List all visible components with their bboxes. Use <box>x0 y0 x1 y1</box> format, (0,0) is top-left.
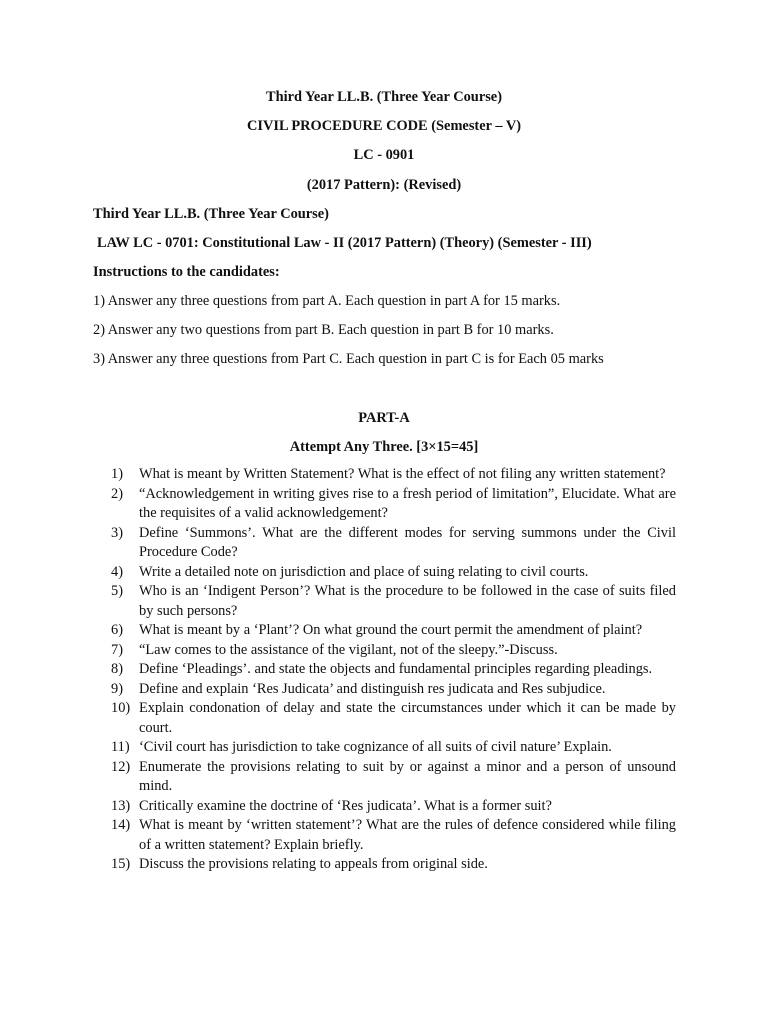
question-text: Define and explain ‘Res Judicata’ and distinguish res judicata and Res subjudice. <box>139 680 606 697</box>
question-item <box>100 621 676 641</box>
question-number: 11) <box>111 739 130 755</box>
header-pattern: (2017 Pattern): (Revised) <box>306 177 462 193</box>
question-item <box>100 855 676 875</box>
question-number: 8) <box>111 661 123 677</box>
question-list <box>100 465 676 875</box>
header-course-title: Third Year LL.B. (Three Year Course) <box>266 89 502 105</box>
course-line: Third Year LL.B. (Three Year Course) <box>93 206 329 222</box>
instructions-heading: Instructions to the candidates: <box>93 264 280 280</box>
question-text: ‘Civil court has jurisdiction to take cognizance of all suits of civil nature’ Explain. <box>139 739 612 755</box>
question-text: Define ‘Summons’. What are the different modes for serving summons under the Civil Procedure Code? <box>139 524 676 560</box>
part-a-title: PART-A <box>358 410 410 426</box>
question-number: 1) <box>111 466 123 482</box>
question-text: What is meant by Written Statement? What is the effect of not filing any written statement? <box>139 466 666 482</box>
question-number: 15) <box>111 856 131 872</box>
question-item <box>100 485 676 524</box>
question-text: What is meant by a ‘Plant’? On what ground the court permit the amendment of plaint? <box>139 622 643 638</box>
question-number: 6) <box>111 622 123 638</box>
question-item <box>100 563 676 583</box>
paper-title: LAW LC - 0701: Constitutional Law - II (2017 Pattern) (Theory) (Semester - III) <box>97 235 592 251</box>
question-item <box>100 797 676 817</box>
question-text: Who is an ‘Indigent Person’? What is the procedure to be followed in the case of suits filed by such persons? <box>139 583 676 619</box>
question-item <box>100 524 676 563</box>
question-item <box>100 699 676 738</box>
question-item <box>100 738 676 758</box>
question-number: 10) <box>111 700 131 716</box>
question-number: 2) <box>111 485 123 502</box>
header-subject-title: CIVIL PROCEDURE CODE (Semester – V) <box>246 118 522 134</box>
question-text: What is meant by ‘written statement’? What are the rules of defence considered while filing of a written statement? Explain briefly. <box>139 817 676 853</box>
instruction-item: 3) Answer any three questions from Part C. Each question in part C is for Each 05 marks <box>93 351 604 367</box>
question-item <box>100 660 676 680</box>
question-number: 12) <box>111 758 131 775</box>
question-number: 4) <box>111 563 123 580</box>
question-text: Discuss the provisions relating to appeals from original side. <box>139 856 488 872</box>
question-text: “Acknowledgement in writing gives rise to a fresh period of limitation”, Elucidate. What are the requisites of a valid acknowledgement? <box>139 485 676 521</box>
question-item <box>100 816 676 855</box>
question-number: 14) <box>111 817 131 833</box>
question-item <box>100 465 676 485</box>
header-subject-code: LC - 0901 <box>353 147 415 163</box>
question-text: “Law comes to the assistance of the vigilant, not of the sleepy.”-Discuss. <box>139 641 558 658</box>
question-text: Critically examine the doctrine of ‘Res judicata’. What is a former suit? <box>139 797 552 814</box>
question-number: 13) <box>111 797 131 814</box>
question-item <box>100 582 676 621</box>
question-item <box>100 641 676 661</box>
instruction-item: 1) Answer any three questions from part A. Each question in part A for 15 marks. <box>93 293 561 309</box>
question-text: Define ‘Pleadings’. and state the objects and fundamental principles regarding pleadings. <box>139 661 653 677</box>
question-number: 7) <box>111 641 123 658</box>
question-text: Enumerate the provisions relating to suit by or against a minor and a person of unsound mind. <box>139 758 676 794</box>
instruction-item: 2) Answer any two questions from part B. Each question in part B for 10 marks. <box>93 322 554 338</box>
question-text: Explain condonation of delay and state the circumstances under which it can be made by court. <box>139 700 676 736</box>
question-number: 3) <box>111 524 123 541</box>
part-a-subtitle: Attempt Any Three. [3×15=45] <box>289 439 479 455</box>
question-item <box>100 680 676 700</box>
question-number: 9) <box>111 680 123 697</box>
question-text: Write a detailed note on jurisdiction and place of suing relating to civil courts. <box>139 563 589 580</box>
question-item <box>100 758 676 797</box>
question-number: 5) <box>111 583 123 599</box>
